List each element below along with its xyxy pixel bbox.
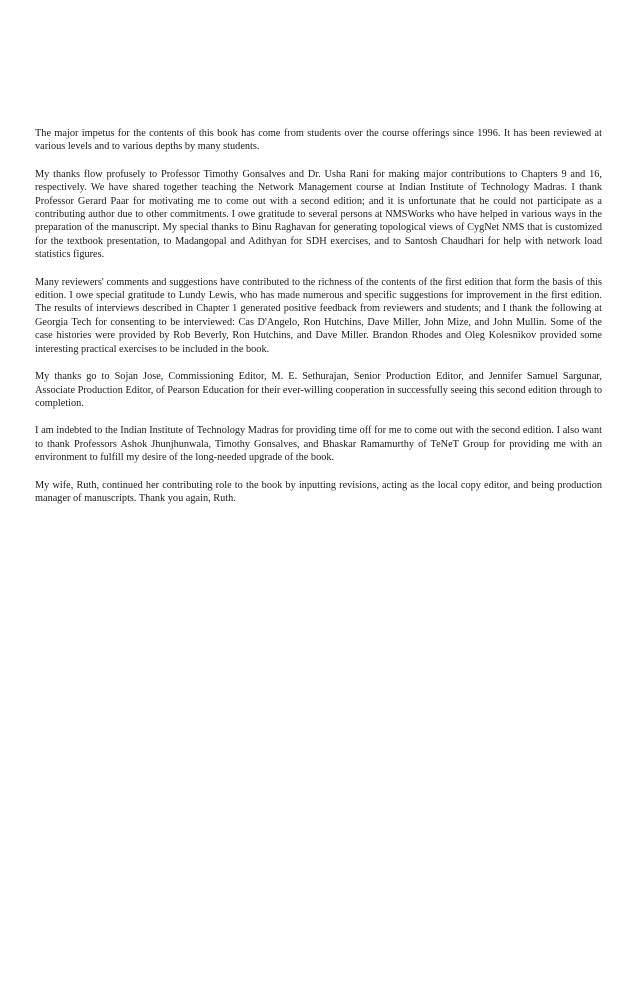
paragraph-editors: My thanks go to Sojan Jose, Commissioning Editor, M. E. Sethurajan, Senior Production Editor, and Jennifer Samuel Sargunar, Associate Production Editor, of Pearson Education for their ever-willing cooperation in successfully seeing this second edition through to completion. <box>35 371 602 409</box>
paragraph-reviewers: Many reviewers' comments and suggestions have contributed to the richness of the contents of the first edition that form the basis of this edition. I owe special gratitude to Lundy Lewis, who has made numerous and specific suggestions for improvement in the first edition. The results of interviews described in Chapter 1 generated positive feedback from reviewers and students; and I thank the following at Georgia Tech for consenting to be interviewed: Cas D'Angelo, Ron Hutchins, Dave Miller, John Mize, and John Mullin. Some of the case histories were provided by Rob Beverly, Ron Hutchins, and Dave Miller. Brandon Rhodes and Oleg Kolesnikov provided some interesting practical exercises to be included in the book. <box>35 276 602 355</box>
paragraph-wife: My wife, Ruth, continued her contributing role to the book by inputting revisions, acting as the local copy editor, and being production manager of manuscripts. Thank you again, Ruth. <box>35 479 602 504</box>
paragraph-contributors: My thanks flow profusely to Professor Timothy Gonsalves and Dr. Usha Rani for making major contributions to Chapters 9 and 16, respectively. We have shared together teaching the Network Management course at Indian Institute of Technology Madras. I thank Professor Gerard Paar for motivating me to come out with a second edition; and it is unfortunate that he could not participate as a contributing author due to other commitments. I owe gratitude to several persons at NMSWorks who have helped in various ways in the preparation of the manuscript. My special thanks to Binu Raghavan for generating topological views of CygNet NMS that is customized for the textbook presentation, to Madangopal and Adithyan for SDH exercises, and to Santosh Chaudhari for help with network load statistics figures. <box>35 168 602 261</box>
paragraph-institute: I am indebted to the Indian Institute of Technology Madras for providing time off for me to come out with the second edition. I also want to thank Professors Ashok Jhunjhunwala, Timothy Gonsalves, and Bhaskar Ramamurthy of TeNeT Group for providing me with an environment to fulfill my desire of the long-needed upgrade of the book. <box>35 425 602 464</box>
acknowledgements-body <box>35 127 602 519</box>
paragraph-impetus: The major impetus for the contents of this book has come from students over the course offerings since 1996. It has been reviewed at various levels and to various depths by many students. <box>35 128 602 153</box>
